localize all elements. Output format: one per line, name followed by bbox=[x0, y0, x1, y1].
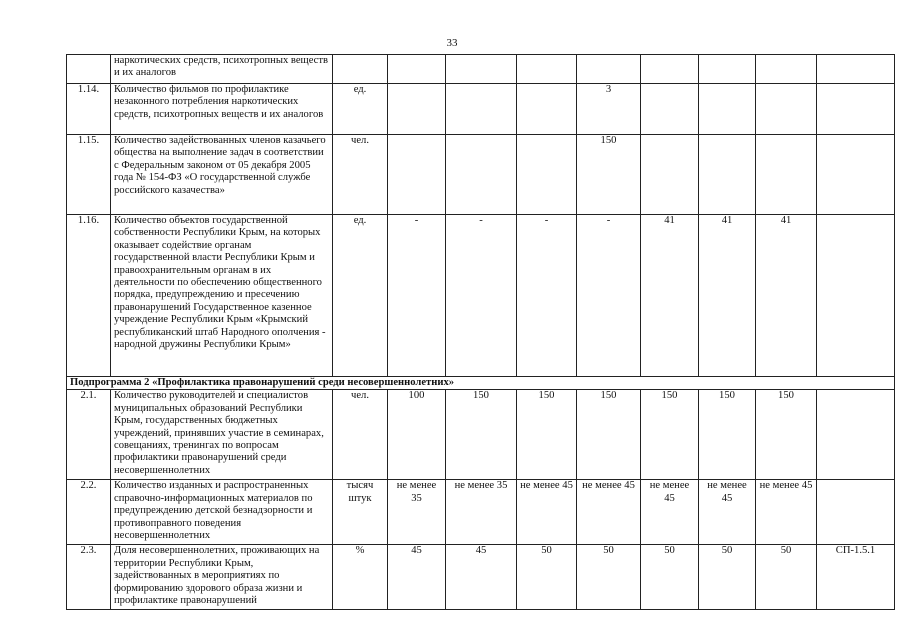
unit-cell: % bbox=[333, 545, 388, 610]
value-cell: 150 bbox=[641, 390, 699, 480]
value-cell: 150 bbox=[756, 390, 817, 480]
table-row bbox=[67, 135, 895, 215]
row-number: 1.16. bbox=[67, 215, 111, 377]
table-row bbox=[67, 390, 895, 480]
indicator-name: Количество объектов государственной собственности Республики Крым, на которых оказывает содействие органам государственной власти Республики Крым и правоохранительным органам в их деятельности по обеспечению общественного порядка, предупреждению и пресечению правонарушений Государственное казенное учреждение Республики Крым «Крымский республиканский штаб Народного ополчения - народной дружины Республики Крым» bbox=[111, 215, 333, 377]
page-number: 33 bbox=[446, 37, 458, 49]
subprogram-row bbox=[67, 377, 895, 390]
table-row bbox=[67, 480, 895, 545]
note-cell bbox=[817, 84, 895, 135]
value-cell bbox=[577, 55, 641, 84]
value-cell: 41 bbox=[756, 215, 817, 377]
value-cell: - bbox=[517, 215, 577, 377]
value-cell: 45 bbox=[446, 545, 517, 610]
subprogram-title: Подпрограмма 2 «Профилактика правонарушений среди несовершеннолетних» bbox=[67, 377, 895, 390]
note-cell bbox=[817, 480, 895, 545]
row-number: 1.14. bbox=[67, 84, 111, 135]
value-cell: не менее 35 bbox=[388, 480, 446, 545]
row-number bbox=[67, 55, 111, 84]
value-cell: не менее 45 bbox=[756, 480, 817, 545]
value-cell bbox=[756, 55, 817, 84]
value-cell bbox=[756, 84, 817, 135]
value-cell: 41 bbox=[641, 215, 699, 377]
value-cell: 150 bbox=[446, 390, 517, 480]
value-cell: 41 bbox=[699, 215, 756, 377]
table-row bbox=[67, 55, 895, 84]
value-cell: 50 bbox=[517, 545, 577, 610]
note-cell: СП-1.5.1 bbox=[817, 545, 895, 610]
value-cell bbox=[446, 84, 517, 135]
value-cell: не менее 45 bbox=[517, 480, 577, 545]
indicator-name: наркотических средств, психотропных веществ и их аналогов bbox=[111, 55, 333, 84]
value-cell: 45 bbox=[388, 545, 446, 610]
value-cell bbox=[517, 84, 577, 135]
unit-cell: тысяч штук bbox=[333, 480, 388, 545]
indicator-name: Доля несовершеннолетних, проживающих на территории Республики Крым, задействованных в мероприятиях по формированию здорового образа жизни и профилактике правонарушений bbox=[111, 545, 333, 610]
note-cell bbox=[817, 55, 895, 84]
unit-cell: ед. bbox=[333, 215, 388, 377]
value-cell bbox=[517, 135, 577, 215]
value-cell bbox=[517, 55, 577, 84]
value-cell bbox=[756, 135, 817, 215]
value-cell: - bbox=[388, 215, 446, 377]
value-cell: 50 bbox=[699, 545, 756, 610]
value-cell: - bbox=[577, 215, 641, 377]
indicator-name: Количество задействованных членов казачьего общества на выполнение задач в соответствии с Федеральным законом от 05 декабря 2005 года № 154-ФЗ «О государственной службе российского казачества» bbox=[111, 135, 333, 215]
table-row bbox=[67, 84, 895, 135]
value-cell: 150 bbox=[517, 390, 577, 480]
value-cell: 150 bbox=[577, 135, 641, 215]
note-cell bbox=[817, 390, 895, 480]
value-cell bbox=[699, 55, 756, 84]
indicator-name: Количество руководителей и специалистов муниципальных образований Республики Крым, государственных бюджетных учреждений, принявших участие в семинарах, совещаниях, тренингах по вопросам профилактики правонарушений среди несовершеннолетних bbox=[111, 390, 333, 480]
row-number: 2.1. bbox=[67, 390, 111, 480]
value-cell bbox=[641, 84, 699, 135]
value-cell bbox=[388, 135, 446, 215]
note-cell bbox=[817, 215, 895, 377]
value-cell: 3 bbox=[577, 84, 641, 135]
value-cell: 100 bbox=[388, 390, 446, 480]
value-cell: 50 bbox=[577, 545, 641, 610]
value-cell: - bbox=[446, 215, 517, 377]
note-cell bbox=[817, 135, 895, 215]
indicators-table bbox=[66, 54, 895, 610]
value-cell: не менее 45 bbox=[577, 480, 641, 545]
value-cell bbox=[388, 84, 446, 135]
unit-cell bbox=[333, 55, 388, 84]
value-cell: не менее 35 bbox=[446, 480, 517, 545]
table-row bbox=[67, 215, 895, 377]
unit-cell: чел. bbox=[333, 390, 388, 480]
table-row bbox=[67, 545, 895, 610]
value-cell bbox=[446, 135, 517, 215]
value-cell: 50 bbox=[756, 545, 817, 610]
value-cell bbox=[641, 135, 699, 215]
row-number: 1.15. bbox=[67, 135, 111, 215]
value-cell: не менее 45 bbox=[699, 480, 756, 545]
indicator-name: Количество фильмов по профилактике незаконного потребления наркотических средств, психотропных веществ и их аналогов bbox=[111, 84, 333, 135]
row-number: 2.2. bbox=[67, 480, 111, 545]
unit-cell: ед. bbox=[333, 84, 388, 135]
row-number: 2.3. bbox=[67, 545, 111, 610]
value-cell: не менее 45 bbox=[641, 480, 699, 545]
value-cell bbox=[699, 135, 756, 215]
value-cell: 50 bbox=[641, 545, 699, 610]
value-cell bbox=[641, 55, 699, 84]
value-cell bbox=[699, 84, 756, 135]
unit-cell: чел. bbox=[333, 135, 388, 215]
value-cell: 150 bbox=[577, 390, 641, 480]
value-cell bbox=[388, 55, 446, 84]
value-cell bbox=[446, 55, 517, 84]
value-cell: 150 bbox=[699, 390, 756, 480]
indicator-name: Количество изданных и распространенных справочно-информационных материалов по предупреждению детской безнадзорности и противоправного поведения несовершеннолетних bbox=[111, 480, 333, 545]
